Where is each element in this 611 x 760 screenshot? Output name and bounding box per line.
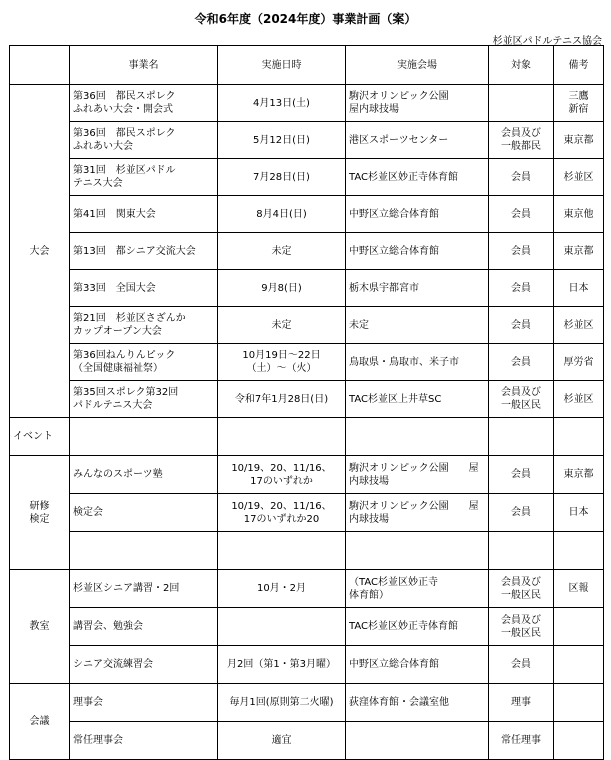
cell-venue: （TAC杉並区妙正寺 体育館） [346,570,489,608]
header-note: 備考 [554,46,604,85]
header-category [10,46,70,85]
cell-target [489,532,554,570]
header-date: 実施日時 [218,46,346,85]
table-row [10,532,604,570]
cell-target: 会員 [489,646,554,684]
cell-note: 日本 [554,270,604,307]
cell-date: 10月・2月 [218,570,346,608]
cell-target: 会員 [489,233,554,270]
cell-note: 区報 [554,570,604,608]
cell-note: 東京都 [554,122,604,159]
cell-date [218,532,346,570]
category-cell-event: イベント [10,418,70,456]
cell-target: 会員及び 一般区民 [489,381,554,418]
cell-note: 東京他 [554,196,604,233]
cell-target: 会員及び 一般区民 [489,608,554,646]
table-row [10,381,604,418]
cell-date [218,608,346,646]
cell-name: 第33回 全国大会 [70,270,218,307]
cell-date: 未定 [218,307,346,344]
cell-note [554,418,604,456]
cell-venue: TAC杉並区上井草SC [346,381,489,418]
cell-name: 第36回 都民スポレク ふれあい大会・開会式 [70,85,218,122]
cell-venue: TAC杉並区妙正寺体育館 [346,608,489,646]
cell-note: 杉並区 [554,159,604,196]
table-row [10,270,604,307]
cell-target: 理事 [489,684,554,722]
cell-note: 東京都 [554,456,604,494]
cell-date: 月2回（第1・第3月曜） [218,646,346,684]
cell-target: 会員 [489,270,554,307]
cell-name: 検定会 [70,494,218,532]
cell-name: 第36回 都民スポレク ふれあい大会 [70,122,218,159]
cell-name: 理事会 [70,684,218,722]
cell-target: 会員 [489,196,554,233]
page-title: 令和6年度（2024年度）事業計画（案） [194,12,417,26]
cell-venue [346,722,489,760]
cell-target: 会員 [489,456,554,494]
cell-note: 日本 [554,494,604,532]
cell-note: 厚労省 [554,344,604,381]
cell-date: 10月19日～22日 （土）～（火） [218,344,346,381]
cell-name: 第13回 都シニア交流大会 [70,233,218,270]
table-row [10,456,604,494]
cell-date: 適宜 [218,722,346,760]
cell-note [554,722,604,760]
organization-name: 杉並区パドルテニス協会 [492,36,602,47]
cell-target: 会員及び 一般区民 [489,570,554,608]
category-cell-kyoshitsu: 教室 [10,570,70,684]
cell-name [70,532,218,570]
table-row [10,684,604,722]
table-row [10,344,604,381]
cell-name: 杉並区シニア講習・2回 [70,570,218,608]
cell-date: 未定 [218,233,346,270]
table-row [10,196,604,233]
table-row [10,85,604,122]
category-cell-kaigi: 会議 [10,684,70,760]
cell-note [554,608,604,646]
cell-note: 東京都 [554,233,604,270]
cell-venue: 未定 [346,307,489,344]
cell-venue: TAC杉並区妙正寺体育館 [346,159,489,196]
cell-name: 常任理事会 [70,722,218,760]
cell-date: 4月13日(土) [218,85,346,122]
cell-venue [346,532,489,570]
cell-note: 三鷹 新宿 [554,85,604,122]
cell-name: シニア交流練習会 [70,646,218,684]
cell-target [489,85,554,122]
cell-venue: 中野区立総合体育館 [346,196,489,233]
cell-date: 10/19、20、11/16、 17のいずれか20 [218,494,346,532]
cell-name: 第31回 杉並区パドル テニス大会 [70,159,218,196]
cell-note: 杉並区 [554,307,604,344]
cell-target: 常任理事 [489,722,554,760]
table-header-row [10,46,604,85]
table-row [10,570,604,608]
table-row [10,233,604,270]
cell-name: 第41回 関東大会 [70,196,218,233]
cell-venue: 駒沢オリンピック公園 屋内球技場 [346,85,489,122]
header-venue: 実施会場 [346,46,489,85]
cell-date [218,418,346,456]
table-row [10,159,604,196]
header-name: 事業名 [70,46,218,85]
table-row [10,646,604,684]
cell-name: 第35回スポレク第32回 パドルテニス大会 [70,381,218,418]
table-row [10,418,604,456]
cell-name: 講習会、勉強会 [70,608,218,646]
cell-target: 会員 [489,344,554,381]
cell-venue: 駒沢オリンピック公園 屋 内球技場 [346,494,489,532]
cell-date: 5月12日(日) [218,122,346,159]
cell-venue: 荻窪体育館・会議室他 [346,684,489,722]
cell-target [489,418,554,456]
cell-venue: 駒沢オリンピック公園 屋 内球技場 [346,456,489,494]
table-row [10,122,604,159]
cell-note [554,646,604,684]
cell-date: 9月8(日) [218,270,346,307]
cell-date: 7月28日(日) [218,159,346,196]
cell-note: 杉並区 [554,381,604,418]
table-row [10,307,604,344]
cell-note [554,532,604,570]
header-target: 対象 [489,46,554,85]
cell-name: 第21回 杉並区さざんか カップオープン大会 [70,307,218,344]
cell-venue [346,418,489,456]
cell-name: 第36回ねんりんピック （全国健康福祉祭） [70,344,218,381]
cell-date: 令和7年1月28日(日) [218,381,346,418]
table-row [10,494,604,532]
cell-target: 会員 [489,159,554,196]
cell-venue: 中野区立総合体育館 [346,646,489,684]
plan-table [9,45,604,760]
cell-date: 毎月1回(原則第二火曜) [218,684,346,722]
cell-venue: 栃木県宇都宮市 [346,270,489,307]
cell-note [554,684,604,722]
cell-name: みんなのスポーツ塾 [70,456,218,494]
cell-name [70,418,218,456]
cell-venue: 中野区立総合体育館 [346,233,489,270]
table-row [10,722,604,760]
table-row [10,608,604,646]
cell-target: 会員 [489,307,554,344]
cell-date: 8月4日(日) [218,196,346,233]
cell-target: 会員及び 一般都民 [489,122,554,159]
category-cell-kenshu: 研修 検定 [10,456,70,570]
cell-venue: 鳥取県・鳥取市、米子市 [346,344,489,381]
cell-date: 10/19、20、11/16、 17のいずれか [218,456,346,494]
cell-venue: 港区スポーツセンター [346,122,489,159]
cell-target: 会員 [489,494,554,532]
category-cell-taikai: 大会 [10,85,70,418]
